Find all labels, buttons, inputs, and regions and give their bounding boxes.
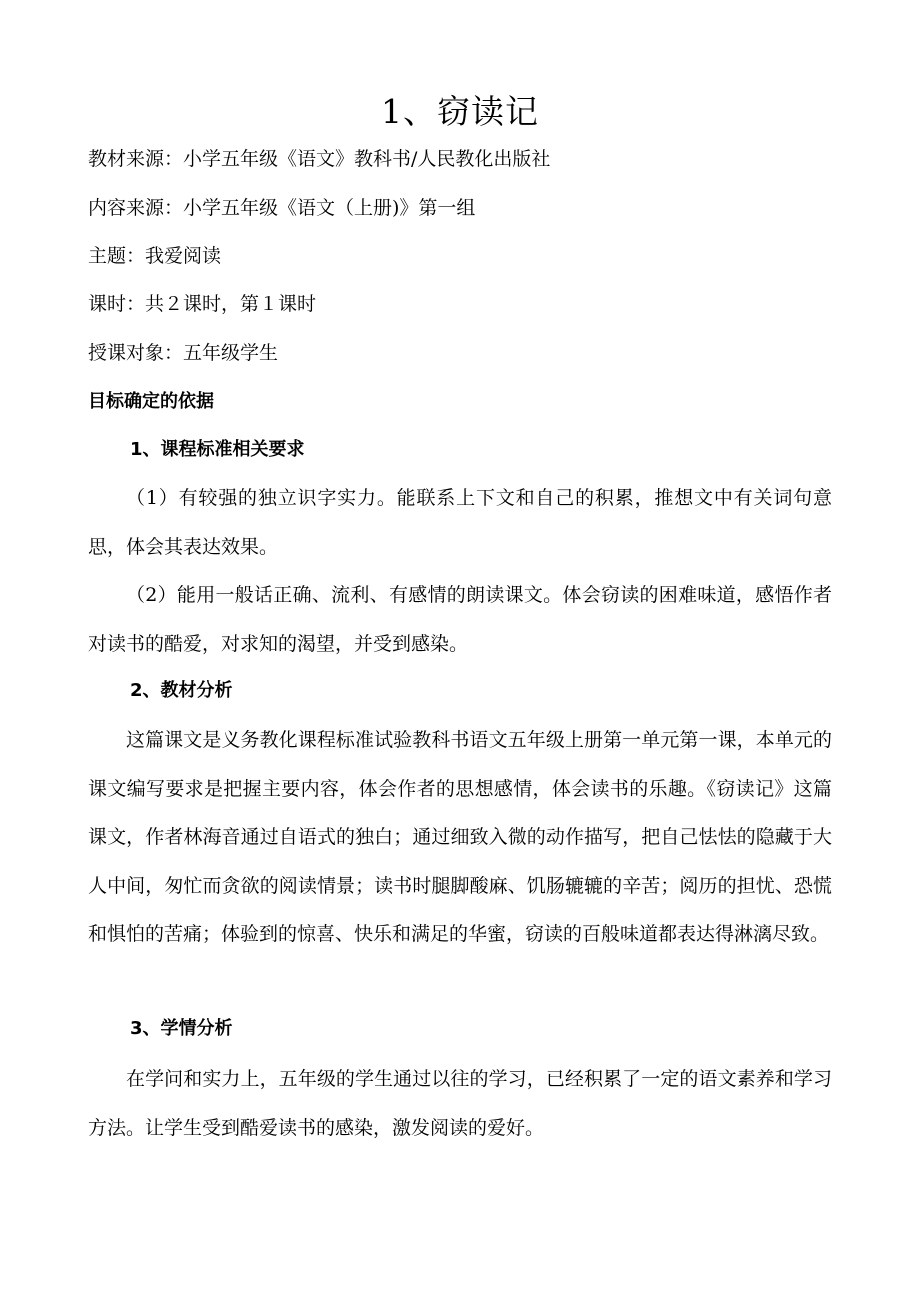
students-analysis-text: 在学问和实力上，五年级的学生通过以往的学习，已经积累了一定的语文素养和学习方法。让学生受到酷爱读书的感染，激发阅读的爱好。 [88, 1068, 832, 1139]
curriculum-item-2: （2）能用一般话正确、流利、有感情的朗读课文。体会窃读的困难味道，感悟作者对读书的酷爱，对求知的渴望，并受到感染。 [88, 584, 832, 655]
textbook-source: 教材来源：小学五年级《语文》教科书/人民教化出版社 [88, 148, 551, 170]
page-title: 1、窃读记 [381, 92, 539, 131]
audience: 授课对象：五年级学生 [88, 342, 279, 364]
class-hours: 课时：共２课时，第１课时 [88, 293, 317, 315]
curriculum-heading: 1、课程标准相关要求 [130, 439, 305, 460]
material-heading: 2、教材分析 [130, 680, 233, 701]
students-heading: 3、学情分析 [130, 1018, 233, 1039]
material-analysis-text: 这篇课文是义务教化课程标准试验教科书语文五年级上册第一单元第一课，本单元的课文编写要求是把握主要内容，体会作者的思想感情，体会读书的乐趣。《窃读记》这篇课文，作者林海音通过自语式的独白；通过细致入微的动作描写，把自己怯怯的隐藏于大人中间，匆忙而贪欲的阅读情景；读书时腿脚酸麻、饥肠辘辘的辛苦；阅历的担忧、恐慌和惧怕的苦痛；体验到的惊喜、快乐和满足的华蜜，窃读的百般味道都表达得淋漓尽致。 [88, 729, 832, 945]
curriculum-item-1: （1）有较强的独立识字实力。能联系上下文和自己的积累，推想文中有关词句意思，体会其表达效果。 [88, 487, 832, 558]
content-source: 内容来源：小学五年级《语文（上册)》第一组 [88, 197, 476, 219]
basis-heading: 目标确定的依据 [88, 391, 214, 412]
theme: 主题：我爱阅读 [88, 245, 222, 267]
